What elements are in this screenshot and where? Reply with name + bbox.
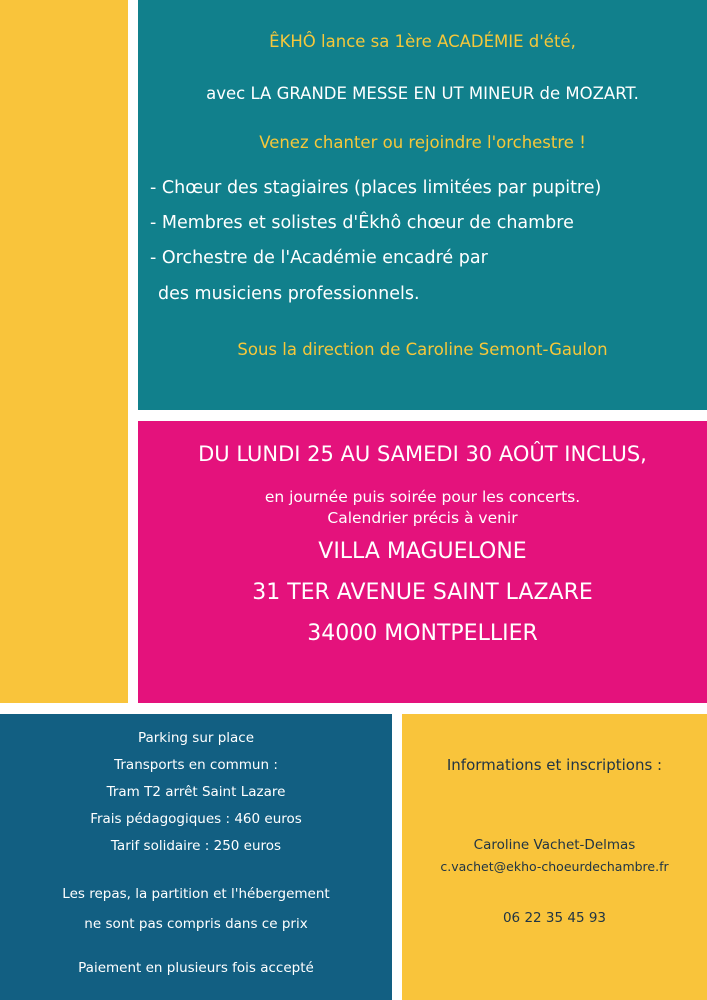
venue-street: 31 TER AVENUE SAINT LAZARE: [252, 580, 593, 605]
practical-info-block: [0, 714, 392, 1000]
info-line: Transports en commun :: [114, 757, 278, 773]
invitation-text: Venez chanter ou rejoindre l'orchestre !: [259, 133, 586, 152]
exclusions-note: Les repas, la partition et l'hébergement: [62, 886, 330, 902]
yellow-decorative-block: [0, 0, 128, 703]
info-line: Frais pédagogiques : 460 euros: [90, 811, 302, 827]
contact-name: Caroline Vachet-Delmas: [473, 837, 636, 853]
info-line: Tarif solidaire : 250 euros: [110, 838, 282, 854]
academy-intro-block: [138, 0, 707, 410]
contact-email: c.vachet@ekho-choeurdechambre.fr: [440, 859, 669, 874]
info-line: Parking sur place: [137, 730, 255, 746]
list-item: - Membres et solistes d'Êkhô chœur de chambre: [150, 213, 574, 233]
event-details-block: [138, 421, 707, 703]
event-dates: DU LUNDI 25 AU SAMEDI 30 AOÛT INCLUS,: [198, 442, 647, 466]
academy-subheadline: avec LA GRANDE MESSE EN UT MINEUR de MOZART.: [206, 84, 639, 103]
contact-heading: Informations et inscriptions :: [446, 756, 663, 774]
list-item: - Chœur des stagiaires (places limitées par pupitre): [150, 178, 602, 198]
list-item: des musiciens professionnels.: [158, 284, 420, 304]
contact-phone: 06 22 35 45 93: [502, 910, 607, 926]
schedule-line: en journée puis soirée pour les concerts.: [264, 488, 581, 506]
exclusions-note: ne sont pas compris dans ce prix: [84, 916, 308, 932]
list-item: - Orchestre de l'Académie encadré par: [150, 248, 488, 268]
payment-note: Paiement en plusieurs fois accepté: [78, 960, 314, 976]
info-line: Tram T2 arrêt Saint Lazare: [106, 784, 286, 800]
academy-headline: ÊKHÔ lance sa 1ère ACADÉMIE d'été,: [269, 32, 576, 51]
direction-credit: Sous la direction de Caroline Semont-Gaulon: [237, 340, 608, 359]
venue-name: VILLA MAGUELONE: [318, 539, 527, 564]
schedule-note: Calendrier précis à venir: [327, 509, 518, 527]
contact-block: [402, 714, 707, 1000]
venue-city: 34000 MONTPELLIER: [307, 621, 538, 646]
